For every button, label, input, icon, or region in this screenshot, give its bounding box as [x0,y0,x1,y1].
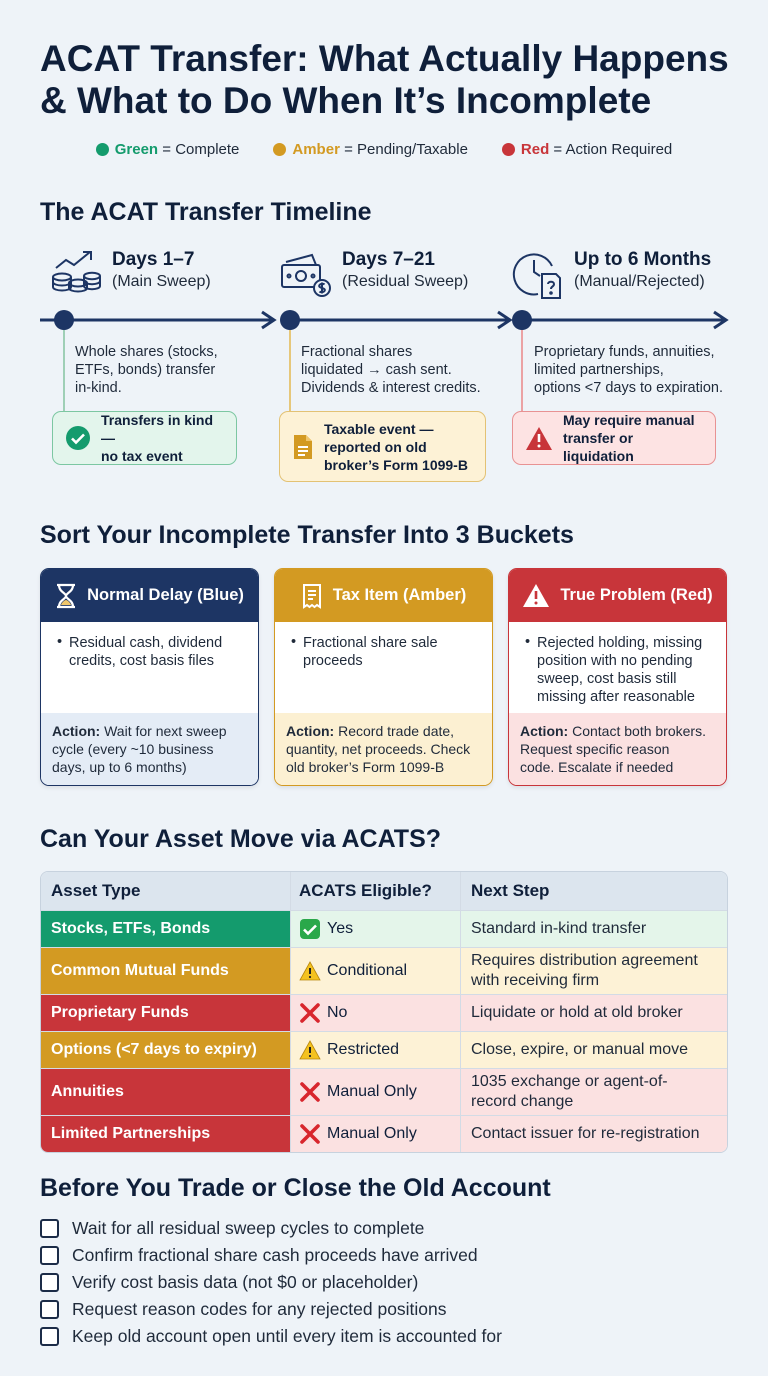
timeline-node [280,310,300,330]
action-line: code. Escalate if needed [520,759,674,775]
table-row [41,1068,727,1115]
callout-line: reported on old [324,438,427,455]
callout-line: Transfers in kind — [101,412,214,446]
eligible-cell [290,911,460,947]
desc-line: liquidated → cash sent. [301,362,452,378]
eligible-text: Conditional [327,962,408,979]
column-header: Asset Type [51,881,141,900]
legend-text: = Pending/Taxable [339,141,468,158]
hourglass-icon [55,583,77,609]
asset-type-cell: Annuities [41,1069,290,1115]
table-row [41,947,727,994]
table-row [41,1115,727,1152]
timeline-node [54,310,74,330]
coins-chart-icon [50,248,102,300]
bullet-icon: • [525,634,531,650]
action-line: Contact both brokers. [572,723,706,739]
callout-line: transfer or liquidation [563,430,634,464]
document-icon [292,433,314,461]
bullet-line: position with no pending [537,653,693,669]
eligible-cell [290,1032,460,1068]
callout-line: Taxable event — [324,420,434,437]
checklist-item[interactable] [40,1323,502,1350]
table-header-row [41,872,727,910]
desc-line: Whole shares (stocks, [75,344,218,360]
buckets-heading: Sort Your Incomplete Transfer Into 3 Buckets [40,521,574,549]
next-step-line: 1035 exchange or agent-of- [471,1073,668,1090]
x-icon [299,1081,321,1103]
checklist-item[interactable] [40,1215,502,1242]
bucket-header [509,569,726,622]
next-step-cell [460,995,727,1031]
stage-title: Days 7–21 [342,249,435,270]
column-header: ACATS Eligible? [290,872,460,910]
next-step-line: Standard in-kind transfer [471,920,647,937]
eligible-text: No [327,1004,348,1021]
bullet-line: Residual cash, dividend [69,635,223,651]
desc-line: Proprietary funds, annuities, [534,344,715,360]
table-row [41,1031,727,1068]
checkbox[interactable] [40,1246,59,1265]
stage-title: Up to 6 Months [574,249,712,270]
desc-line: Dividends & interest credits. [301,380,481,396]
action-line: quantity, net proceeds. Check [286,741,471,757]
desc-line: options <7 days to expiration. [534,380,724,396]
asset-type-cell: Common Mutual Funds [41,948,290,994]
next-step-cell [460,948,727,994]
bucket-action [509,713,726,785]
checkbox[interactable] [40,1300,59,1319]
bullet-line: Fractional share sale [303,635,438,651]
clock-document-icon [512,248,564,300]
check-icon [299,918,321,940]
eligible-text: Manual Only [327,1083,417,1100]
timeline-stage-1 [50,248,211,300]
checkbox[interactable] [40,1219,59,1238]
bucket-true-problem [508,568,727,786]
eligible-cell [290,1116,460,1152]
asset-type-cell: Limited Partnerships [41,1116,290,1152]
checklist-label: Keep old account open until every item is accounted for [72,1326,502,1346]
eligibility-table [40,871,728,1153]
legend-word: Red [520,141,550,158]
legend-word: Green [114,141,159,158]
desc-line: in-kind. [75,380,122,396]
action-label: Action: [52,723,101,739]
warning-icon [525,426,553,451]
legend-item-red [502,141,672,158]
stage-description [534,343,723,397]
eligible-text: Manual Only [327,1125,417,1142]
action-line: Record trade date, [338,723,455,739]
checklist-label: Wait for all residual sweep cycles to complete [72,1218,425,1238]
table-row [41,994,727,1031]
column-header: Next Step [460,872,727,910]
checklist-label: Verify cost basis data (not $0 or placeholder) [72,1272,419,1292]
next-step-line: Contact issuer for re-registration [471,1125,700,1142]
desc-line: ETFs, bonds) transfer [75,362,216,378]
callout-line: no tax event [101,448,183,464]
x-icon [299,1002,321,1024]
bullet-line: missing after reasonable [537,689,695,705]
receipt-icon [301,583,323,609]
amber-dot-icon [273,143,286,156]
page-title [40,38,740,122]
eligible-cell [290,995,460,1031]
next-step-line: Close, expire, or manual move [471,1041,688,1058]
bucket-title: Tax Item (Amber) [332,586,467,604]
legend-word: Amber [292,141,340,158]
callout-line: broker’s Form 1099-B [324,456,468,473]
title-line-1: ACAT Transfer: What Actually Happens [40,38,729,79]
timeline-heading: The ACAT Transfer Timeline [40,198,372,226]
desc-line: limited partnerships, [534,362,664,378]
callout-line: May require manual [563,412,695,428]
bullet-icon: • [291,634,297,650]
bucket-action [275,713,492,785]
color-legend [0,141,768,158]
action-line: Wait for next sweep [104,723,227,739]
action-label: Action: [520,723,569,739]
checklist-item[interactable] [40,1242,502,1269]
bucket-body [509,622,726,714]
bucket-header [41,569,258,622]
timeline-node [512,310,532,330]
asset-type-cell: Stocks, ETFs, Bonds [41,911,290,947]
checkbox[interactable] [40,1327,59,1346]
warning-icon [522,583,550,608]
bucket-normal-delay [40,568,259,786]
green-dot-icon [96,143,109,156]
next-step-line: record change [471,1093,574,1110]
stage-subtitle: (Manual/Rejected) [574,273,705,290]
asset-type-cell: Proprietary Funds [41,995,290,1031]
x-icon [299,1123,321,1145]
table-row [41,910,727,947]
checkbox[interactable] [40,1273,59,1292]
callout-manual [512,411,716,465]
legend-text: = Complete [158,141,240,158]
next-step-line: Requires distribution agreement [471,952,698,969]
stage-description [75,343,218,397]
legend-item-green [96,141,240,158]
eligible-text: Yes [327,920,354,937]
action-label: Action: [286,723,335,739]
eligible-text: Restricted [327,1041,400,1058]
bucket-action [41,713,258,785]
timeline-stage-3 [512,248,711,300]
bucket-body [41,622,258,714]
timeline-stage-2 [280,248,468,300]
action-line: old broker’s Form 1099-B [286,759,445,775]
checklist-label: Request reason codes for any rejected positions [72,1299,447,1319]
action-line: cycle (every ~10 business [52,741,214,757]
desc-line: Fractional shares [301,344,413,360]
checklist-label: Confirm fractional share cash proceeds have arrived [72,1245,478,1265]
legend-text: = Action Required [549,141,673,158]
cash-icon [280,248,332,300]
bucket-body [275,622,492,714]
bucket-title: True Problem (Red) [560,586,713,604]
next-step-cell [460,911,727,947]
next-step-cell [460,1116,727,1152]
stage-description [301,343,481,397]
stage-subtitle: (Main Sweep) [112,273,211,290]
bucket-header [275,569,492,622]
next-step-cell [460,1069,727,1115]
next-step-cell [460,1032,727,1068]
checklist-item[interactable] [40,1296,502,1323]
bullet-icon: • [57,634,63,650]
next-step-line: with receiving firm [471,972,600,989]
callout-no-tax [52,411,237,465]
bullet-line: proceeds [303,653,363,669]
warning-icon [299,961,321,981]
stage-title: Days 1–7 [112,249,195,270]
bucket-title: Normal Delay (Blue) [87,586,244,604]
bullet-line: credits, cost basis files [69,653,215,669]
bucket-tax-item [274,568,493,786]
legend-item-amber [273,141,468,158]
next-step-line: Liquidate or hold at old broker [471,1004,683,1021]
bullet-line: sweep, cost basis still [537,671,677,687]
asset-type-cell: Options (<7 days to expiry) [41,1032,290,1068]
bullet-line: Rejected holding, missing [537,635,703,651]
stage-subtitle: (Residual Sweep) [342,273,469,290]
red-dot-icon [502,143,515,156]
title-line-2: & What to Do When It’s Incomplete [40,80,652,121]
table-heading: Can Your Asset Move via ACATS? [40,825,442,853]
warning-icon [299,1040,321,1060]
action-line: Request specific reason [520,741,670,757]
callout-taxable [279,411,486,482]
eligible-cell [290,948,460,994]
check-circle-icon [65,425,91,451]
checklist-heading: Before You Trade or Close the Old Account [40,1174,551,1202]
eligible-cell [290,1069,460,1115]
action-line: days, up to 6 months) [52,759,187,775]
checklist-item[interactable] [40,1269,502,1296]
checklist [40,1215,502,1350]
